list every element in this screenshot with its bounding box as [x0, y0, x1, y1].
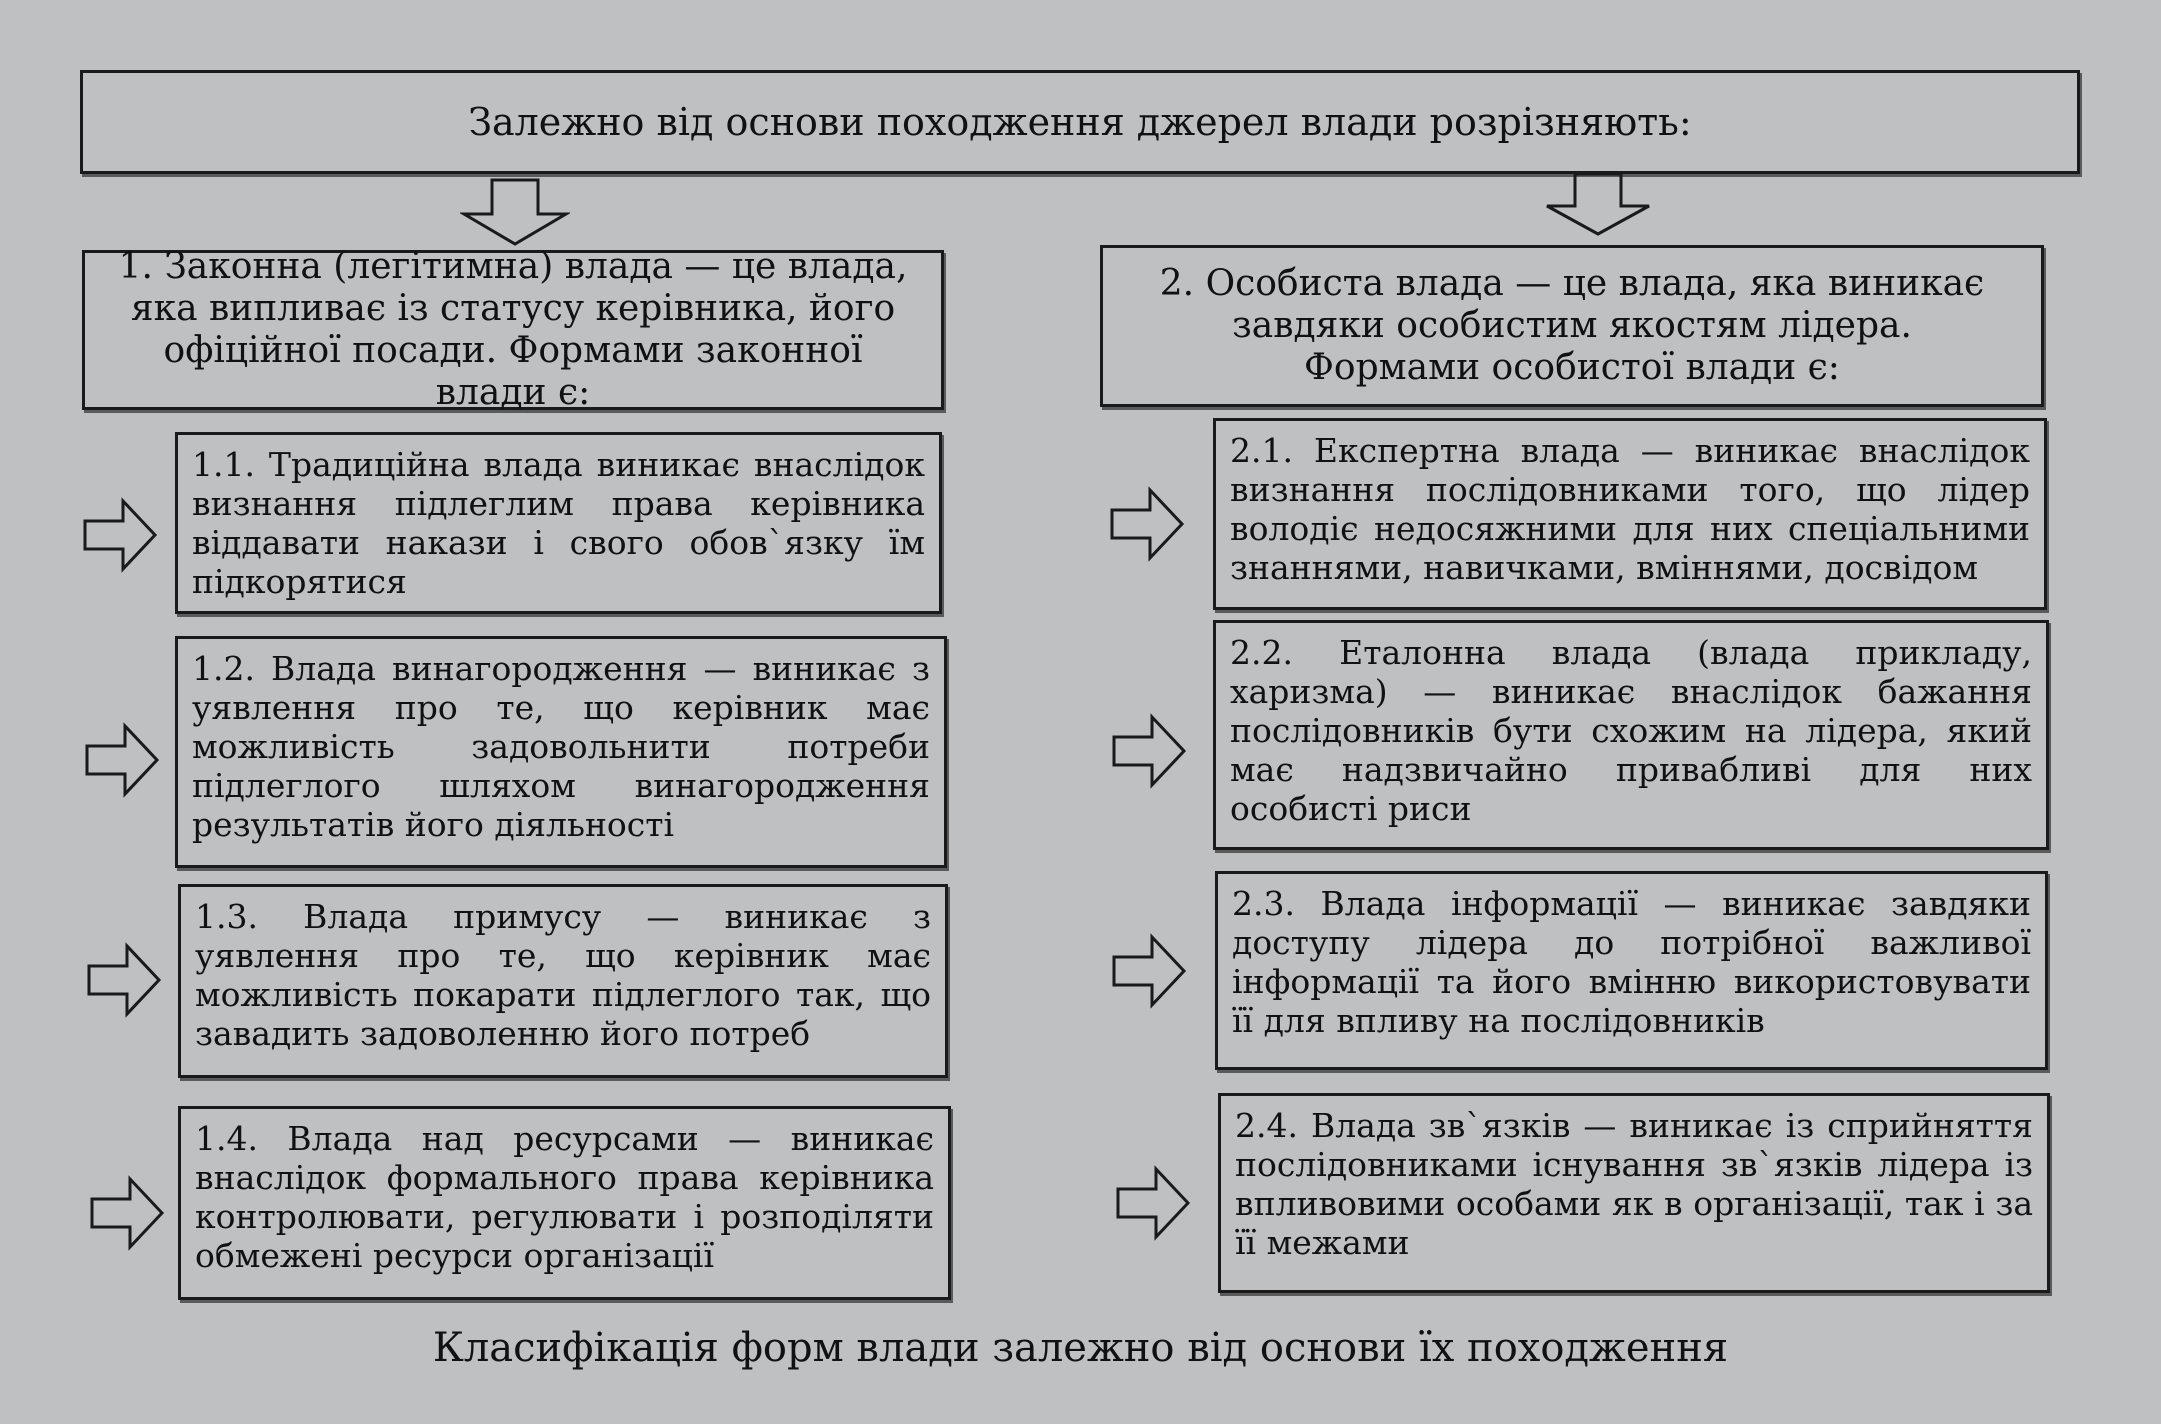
connection-power-box: [1218, 1093, 2050, 1293]
personal-power-heading-line2: Формами особистої влади є:: [1304, 347, 1840, 388]
right-arrow-icon-1-2: [85, 722, 161, 798]
coercive-power-box: [178, 884, 948, 1078]
referent-power-box: [1213, 620, 2049, 850]
down-arrow-icon-right: [1543, 172, 1653, 238]
expert-power-box: [1213, 418, 2047, 610]
information-power-box: [1215, 871, 2048, 1070]
personal-power-heading: [1133, 263, 2011, 389]
right-arrow-icon-2-1: [1110, 486, 1186, 562]
resource-power-text: 1.4. Влада над ресурсами — виникає внаслідок формального права керівника контролювати, регулювати і розподіляти обмежені ресурси організації: [195, 1119, 934, 1275]
legitimate-power-heading: 1. Законна (легітимна) влада — це влада, яка випливає із статусу керівника, його офіційної посади. Формами законної влади є:: [118, 246, 908, 413]
traditional-power-box: [175, 432, 942, 614]
header-box: [80, 70, 2080, 174]
traditional-power-text: 1.1. Традиційна влада виникає внаслідок визнання підлеглим права керівника віддавати накази і свого обов`язку їм підкорятися: [192, 445, 925, 601]
connection-power-text: 2.4. Влада зв`язків — виникає із сприйняття послідовниками існування зв`язків лідера із впливовими особами як в організації, так і за її межами: [1235, 1106, 2033, 1262]
right-arrow-icon-2-2: [1112, 713, 1188, 789]
reward-power-box: [175, 636, 947, 868]
information-power-text: 2.3. Влада інформації — виникає завдяки доступу лідера до потрібної важливої інформації та його вмінню використовувати її для впливу на послідовників: [1232, 884, 2031, 1040]
coercive-power-text: 1.3. Влада примусу — виникає з уявлення про те, що керівник має можливість покарати підлеглого так, що завадить задоволенню його потреб: [195, 897, 931, 1053]
right-arrow-icon-1-1: [83, 497, 159, 573]
right-arrow-icon-1-3: [87, 942, 163, 1018]
right-arrow-icon-2-3: [1112, 933, 1188, 1009]
reward-power-text: 1.2. Влада винагородження — виникає з уявлення про те, що керівник має можливість задовольнити потреби підлеглого шляхом винагородження результатів його діяльності: [192, 649, 930, 844]
right-arrow-icon-2-4: [1116, 1165, 1192, 1241]
personal-power-heading-line1: 2. Особиста влада — це влада, яка виникає завдяки особистим якостям лідера.: [1159, 263, 1985, 346]
figure-caption: Класифікація форм влади залежно від основи їх походження: [432, 1325, 1729, 1371]
legitimate-power-box: [82, 246, 944, 413]
expert-power-text: 2.1. Експертна влада — виникає внаслідок визнання послідовниками того, що лідер володіє недосяжними для них спеціальними знаннями, навичками, вміннями, досвідом: [1230, 431, 2030, 587]
personal-power-box: [1100, 245, 2044, 407]
right-arrow-icon-1-4: [90, 1175, 166, 1251]
down-arrow-icon-left: [460, 178, 570, 248]
resource-power-box: [178, 1106, 951, 1300]
referent-power-text: 2.2. Еталонна влада (влада прикладу, харизма) — виникає внаслідок бажання послідовників бути схожим на лідера, який має надзвичайно привабливі для них особисті риси: [1230, 633, 2032, 828]
header-text: Залежно від основи походження джерел влади розрізняють:: [468, 100, 1692, 144]
